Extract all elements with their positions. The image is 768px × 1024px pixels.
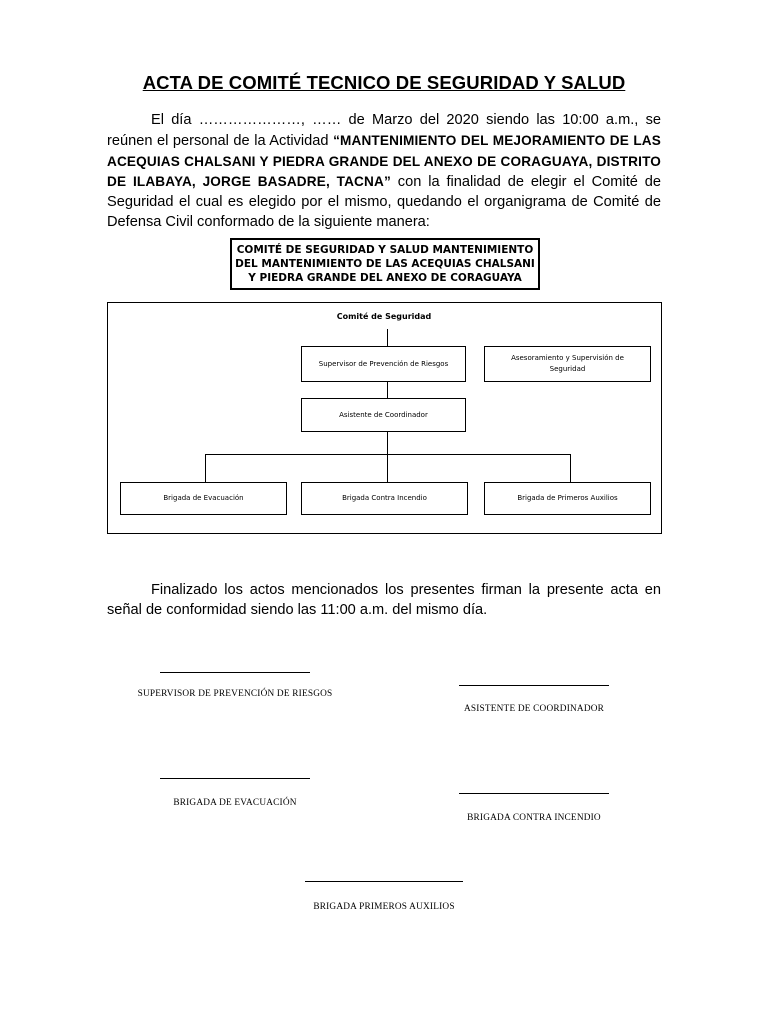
advisory-box: Asesoramiento y Supervisión de Seguridad <box>484 346 651 382</box>
connector-line <box>387 382 388 398</box>
signature-line <box>160 672 310 673</box>
closing-paragraph: Finalizado los actos mencionados los presentes firman la presente acta en señal de conformidad siendo las 11:00 a.m. del mismo día. <box>107 582 661 618</box>
signature-label-supervisor: SUPERVISOR DE PREVENCIÓN DE RIESGOS <box>137 689 333 699</box>
intro-text-start: El día …………………, …… de Marzo del 2020 siendo las 10:00 a.m., se reúnen el personal de la Actividad <box>107 112 661 149</box>
connector-line <box>205 454 571 455</box>
intro-text-end: con la finalidad de elegir el Comité de Seguridad el cual es elegido por el mismo, quedando el organigrama de Comité de Defensa Civil conformado de la siguiente manera: <box>107 174 661 230</box>
intro-paragraph <box>107 111 661 233</box>
signature-label-fire: BRIGADA CONTRA INCENDIO <box>467 813 601 823</box>
brigade-fire-box: Brigada Contra Incendio <box>301 482 468 515</box>
assistant-box: Asistente de Coordinador <box>301 398 466 432</box>
supervisor-box: Supervisor de Prevención de Riesgos <box>301 346 466 382</box>
signature-line <box>459 793 609 794</box>
signature-label-first-aid: BRIGADA PRIMEROS AUXILIOS <box>313 902 455 912</box>
connector-line <box>387 329 388 346</box>
connector-line <box>205 454 206 482</box>
committee-label: Comité de Seguridad <box>336 312 432 321</box>
signature-line <box>160 778 310 779</box>
org-chart-frame <box>107 302 662 534</box>
signature-line <box>305 881 463 882</box>
activity-name: “MANTENIMIENTO DEL MEJORAMIENTO DE LAS ACEQUIAS CHALSANI Y PIEDRA GRANDE DEL ANEXO DE CORAGUAYA, DISTRITO DE ILABAYA, JORGE BASADRE, TACNA” <box>107 132 661 190</box>
signature-line <box>459 685 609 686</box>
connector-line <box>387 432 388 454</box>
brigade-evacuation-box: Brigada de Evacuación <box>120 482 287 515</box>
connector-line <box>570 454 571 482</box>
org-chart-header: COMITÉ DE SEGURIDAD Y SALUD MANTENIMIENTO DEL MANTENIMIENTO DE LAS ACEQUIAS CHALSANI Y PIEDRA GRANDE DEL ANEXO DE CORAGUAYA <box>230 238 540 290</box>
signature-label-evacuation: BRIGADA DE EVACUACIÓN <box>173 798 297 808</box>
document-title: ACTA DE COMITÉ TECNICO DE SEGURIDAD Y SALUD <box>142 72 626 93</box>
signature-label-assistant: ASISTENTE DE COORDINADOR <box>463 704 605 714</box>
brigade-first-aid-box: Brigada de Primeros Auxilios <box>484 482 651 515</box>
connector-line <box>387 454 388 482</box>
